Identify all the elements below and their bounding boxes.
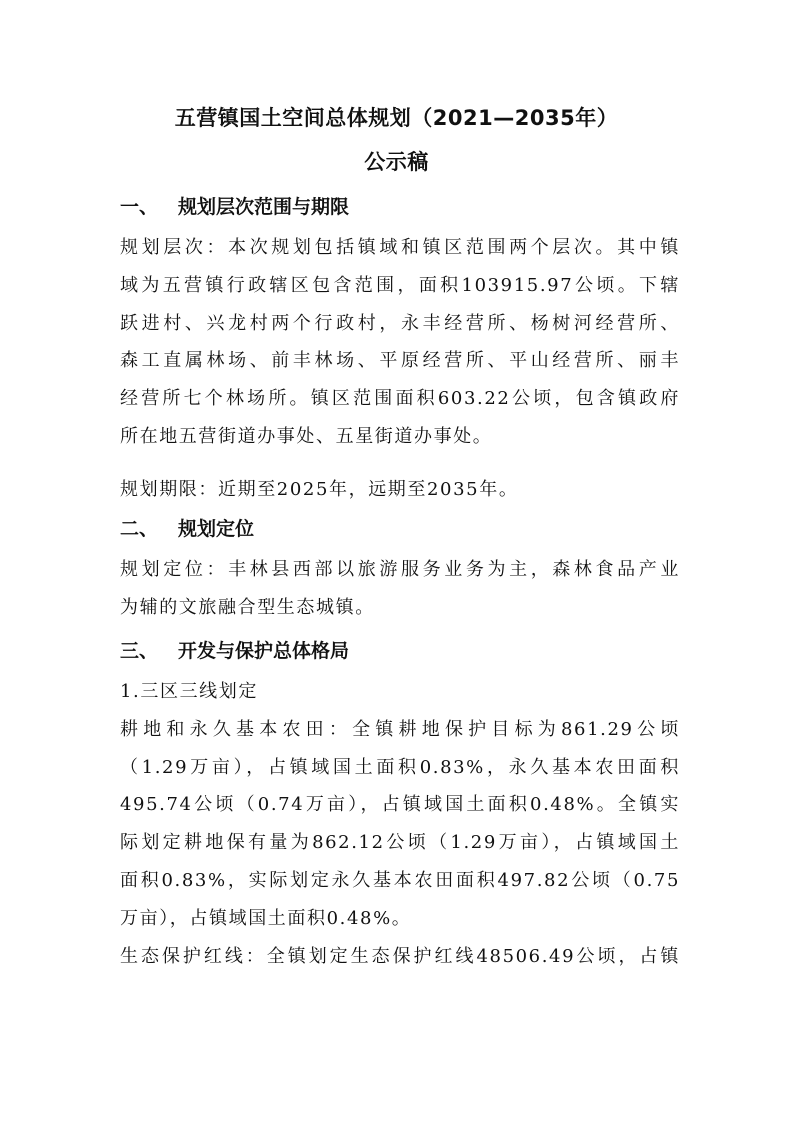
text-line: 规划层次：本次规划包括镇域和镇区范围两个层次。其中镇 — [120, 237, 680, 258]
text-line: 域为五营镇行政辖区包含范围，面积103915.97公顷。下辖 — [120, 274, 680, 296]
text-line: 为辅的文旅融合型生态城镇。 — [120, 596, 375, 618]
section-heading — [120, 636, 349, 663]
text-line: 规划期限：近期至2025年，远期至2035年。 — [120, 479, 519, 500]
text-line: 495.74公顷（0.74万亩），占镇域国土面积0.48%。全镇实 — [120, 794, 680, 816]
document-subtitle: 公示稿 — [364, 150, 429, 174]
text-line: 生态保护红线：全镇划定生态保护红线48506.49公顷，占镇 — [120, 945, 680, 967]
text-line: 规划定位：丰林县西部以旅游服务业务为主，森林食品产业 — [120, 559, 680, 580]
text-line: 万亩），占镇域国土面积0.48%。 — [120, 907, 412, 929]
section-title: 开发与保护总体格局 — [178, 640, 350, 662]
paragraph-planning-levels — [120, 229, 680, 456]
section-number: 二、 — [120, 518, 159, 540]
text-line: 森工直属林场、前丰林场、平原经营所、平山经营所、丽丰 — [120, 350, 680, 372]
document-title: 五营镇国土空间总体规划（2021—2035年） — [174, 106, 619, 130]
section-heading — [120, 192, 349, 219]
text-line: 耕地和永久基本农田：全镇耕地保护目标为861.29公顷 — [120, 718, 680, 740]
text-line: 1.三区三线划定 — [120, 681, 258, 702]
text-line: 面积0.83%，实际划定永久基本农田面积497.82公顷（0.75 — [120, 869, 680, 891]
section-title: 规划层次范围与期限 — [178, 196, 350, 218]
section-number: 三、 — [120, 640, 159, 662]
text-line: 经营所七个林场所。镇区范围面积603.22公顷，包含镇政府 — [120, 388, 680, 410]
paragraph-three-zones — [120, 673, 680, 975]
section-number: 一、 — [120, 196, 159, 218]
text-line: 所在地五营街道办事处、五星街道办事处。 — [120, 425, 493, 447]
paragraph-planning-period — [120, 471, 680, 509]
text-line: 际划定耕地保有量为862.12公顷（1.29万亩），占镇域国土 — [120, 832, 680, 854]
text-line: （1.29万亩），占镇域国土面积0.83%，永久基本农田面积 — [120, 756, 680, 778]
text-line: 跃进村、兴龙村两个行政村，永丰经营所、杨树河经营所、 — [120, 312, 680, 334]
paragraph-positioning — [120, 551, 680, 627]
section-title: 规划定位 — [178, 518, 255, 540]
section-heading — [120, 514, 254, 541]
